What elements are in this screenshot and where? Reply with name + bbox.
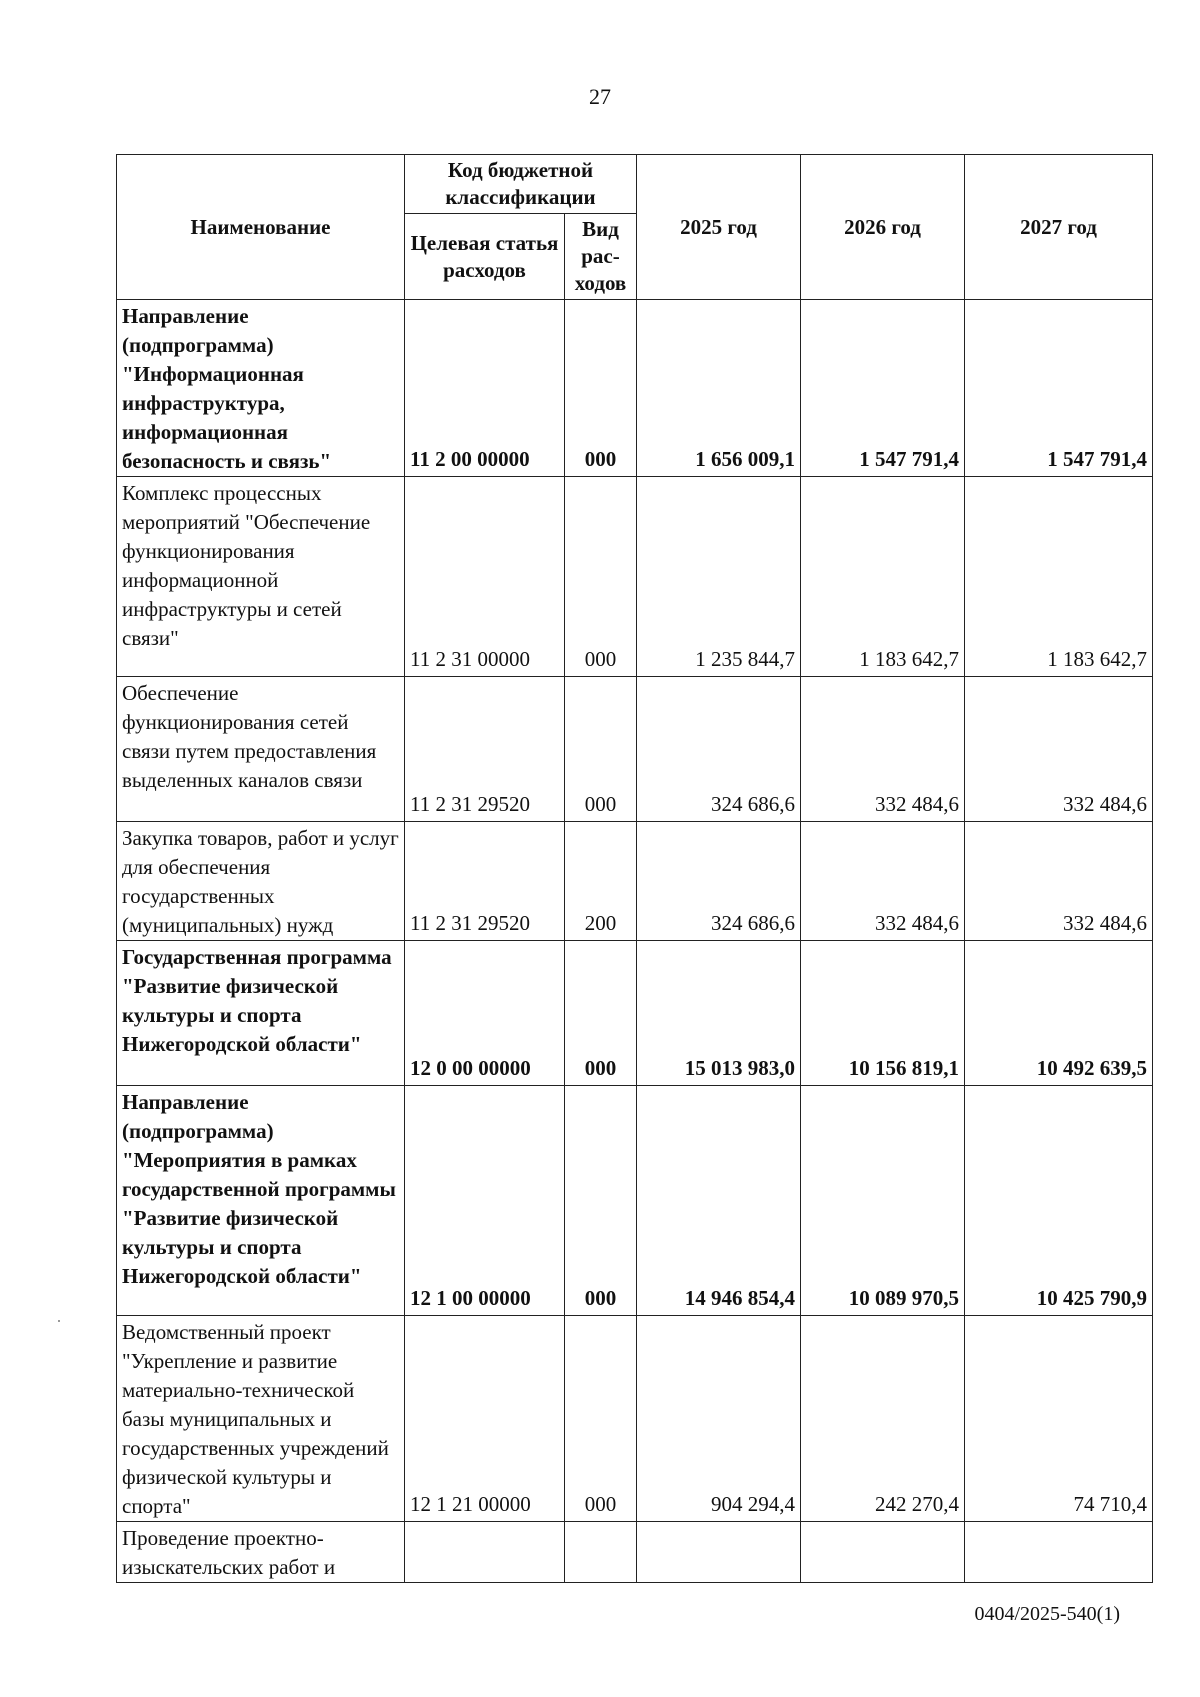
row-value-2026: 10 089 970,5	[801, 1086, 965, 1316]
row-expense-type: 200	[565, 822, 637, 941]
row-name: Ведомственный проект "Укрепление и развитие материально-технической базы муниципальных и государственных учреждений физической культуры и спорта"	[117, 1316, 405, 1522]
row-target-article: 12 0 00 00000	[405, 941, 565, 1086]
row-name: Государственная программа "Развитие физической культуры и спорта Нижегородской области"	[117, 941, 405, 1086]
row-target-article	[405, 1522, 565, 1583]
header-target-article: Целевая статья расходов	[405, 214, 565, 300]
page-number: 27	[589, 84, 611, 109]
document-code: 0404/2025-540(1)	[974, 1603, 1120, 1625]
table-row	[117, 1316, 1153, 1522]
row-expense-type: 000	[565, 477, 637, 677]
table-row	[117, 941, 1153, 1086]
row-name: Проведение проектно-изыскательских работ и	[117, 1522, 405, 1583]
table-row	[117, 1522, 1153, 1583]
row-value-2025: 1 235 844,7	[637, 477, 801, 677]
row-value-2027: 332 484,6	[965, 822, 1153, 941]
row-name: Обеспечение функционирования сетей связи путем предоставления выделенных каналов связи	[117, 677, 405, 822]
row-target-article: 12 1 21 00000	[405, 1316, 565, 1522]
row-value-2027: 1 183 642,7	[965, 477, 1153, 677]
header-row-top	[117, 155, 1153, 214]
row-expense-type: 000	[565, 300, 637, 477]
row-value-2025	[637, 1522, 801, 1583]
row-value-2025: 1 656 009,1	[637, 300, 801, 477]
row-value-2027: 10 425 790,9	[965, 1086, 1153, 1316]
row-value-2025: 324 686,6	[637, 677, 801, 822]
table-row	[117, 677, 1153, 822]
row-expense-type	[565, 1522, 637, 1583]
row-name: Закупка товаров, работ и услуг для обеспечения государственных (муниципальных) нужд	[117, 822, 405, 941]
row-value-2027: 74 710,4	[965, 1316, 1153, 1522]
row-value-2027: 332 484,6	[965, 677, 1153, 822]
row-value-2026: 10 156 819,1	[801, 941, 965, 1086]
row-expense-type: 000	[565, 941, 637, 1086]
scan-speck	[58, 1320, 60, 1322]
row-value-2026: 332 484,6	[801, 677, 965, 822]
row-value-2026: 1 547 791,4	[801, 300, 965, 477]
row-name: Направление (подпрограмма) "Мероприятия в рамках государственной программы "Развитие физической культуры и спорта Нижегородской области"	[117, 1086, 405, 1316]
row-name: Направление (подпрограмма) "Информационная инфраструктура, информационная безопасность и связь"	[117, 300, 405, 477]
header-expense-type: Вид рас-ходов	[565, 214, 637, 300]
budget-table	[116, 154, 1153, 1583]
row-target-article: 11 2 31 00000	[405, 477, 565, 677]
table-row	[117, 822, 1153, 941]
row-value-2026	[801, 1522, 965, 1583]
header-name: Наименование	[117, 155, 405, 300]
row-value-2026: 1 183 642,7	[801, 477, 965, 677]
table-row	[117, 300, 1153, 477]
row-value-2025: 14 946 854,4	[637, 1086, 801, 1316]
row-name: Комплекс процессных мероприятий "Обеспечение функционирования информационной инфраструктуры и сетей связи"	[117, 477, 405, 677]
row-target-article: 12 1 00 00000	[405, 1086, 565, 1316]
row-value-2027: 10 492 639,5	[965, 941, 1153, 1086]
row-value-2027: 1 547 791,4	[965, 300, 1153, 477]
row-value-2026: 242 270,4	[801, 1316, 965, 1522]
row-expense-type: 000	[565, 1086, 637, 1316]
row-value-2025: 324 686,6	[637, 822, 801, 941]
row-value-2026: 332 484,6	[801, 822, 965, 941]
row-expense-type: 000	[565, 1316, 637, 1522]
row-target-article: 11 2 31 29520	[405, 677, 565, 822]
table-row	[117, 477, 1153, 677]
row-expense-type: 000	[565, 677, 637, 822]
header-year-2027: 2027 год	[965, 155, 1153, 300]
row-target-article: 11 2 00 00000	[405, 300, 565, 477]
header-code-group: Код бюджетной классификации	[405, 155, 637, 214]
header-year-2025: 2025 год	[637, 155, 801, 300]
row-target-article: 11 2 31 29520	[405, 822, 565, 941]
row-value-2025: 15 013 983,0	[637, 941, 801, 1086]
header-year-2026: 2026 год	[801, 155, 965, 300]
table-row	[117, 1086, 1153, 1316]
row-value-2025: 904 294,4	[637, 1316, 801, 1522]
row-value-2027	[965, 1522, 1153, 1583]
